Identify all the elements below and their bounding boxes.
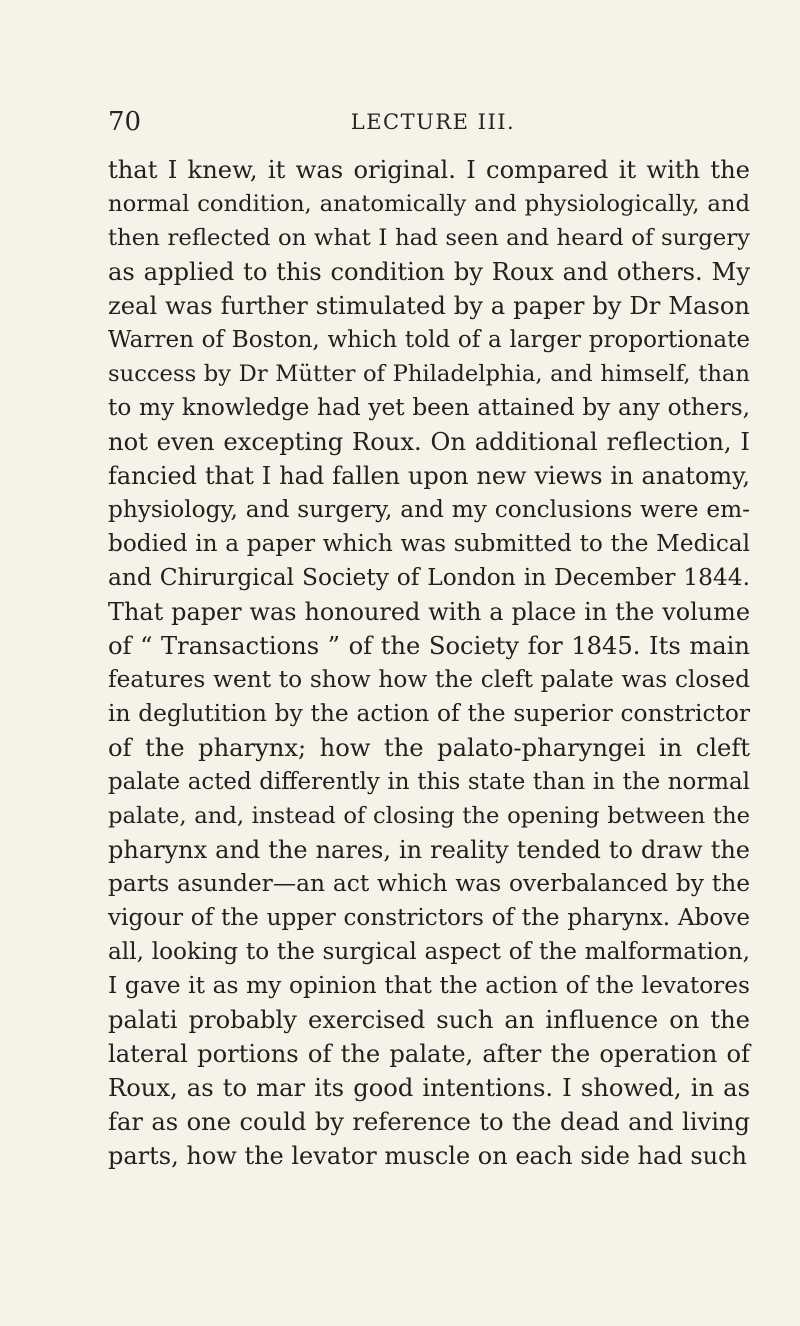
text-line: Warren of Boston, which told of a larger proportionate xyxy=(108,327,750,353)
text-line: I gave it as my opinion that the action of the levatores xyxy=(108,972,750,999)
text-line: palati probably exercised such an influence on the xyxy=(108,1006,750,1034)
text-line: of “ Transactions ” of the Society for 1845. Its main xyxy=(108,632,750,660)
text-line: palate acted differently in this state than in the normal xyxy=(108,769,750,795)
text-line: as applied to this condition by Roux and others. My xyxy=(108,258,750,286)
text-line: far as one could by reference to the dead and living xyxy=(108,1108,750,1136)
text-line: bodied in a paper which was submitted to the Medical xyxy=(108,531,750,557)
body-text xyxy=(108,153,750,1173)
text-line: fancied that I had fallen upon new views in anatomy, xyxy=(108,462,750,490)
text-line: vigour of the upper constrictors of the pharynx. Above xyxy=(108,905,750,931)
text-line: that I knew, it was original. I compared it with the xyxy=(108,156,750,184)
text-line: parts asunder—an act which was overbalanced by the xyxy=(108,870,750,897)
text-line: not even excepting Roux. On additional reflection, I xyxy=(108,428,750,456)
page-header xyxy=(108,102,758,142)
text-line: in deglutition by the action of the superior constrictor xyxy=(108,700,750,727)
text-line: success by Dr Mütter of Philadelphia, and himself, than xyxy=(108,361,750,387)
text-line: normal condition, anatomically and physiologically, and xyxy=(108,191,750,217)
running-head: LECTURE III. xyxy=(350,110,516,134)
text-line: parts, how the levator muscle on each side had such xyxy=(108,1142,747,1170)
text-line: then reflected on what I had seen and heard of surgery xyxy=(108,225,750,251)
text-line: features went to show how the cleft palate was closed xyxy=(108,666,750,693)
text-line: all, looking to the surgical aspect of the malformation, xyxy=(108,939,750,965)
page-number: 70 xyxy=(108,107,142,137)
text-line: to my knowledge had yet been attained by any others, xyxy=(108,394,750,421)
text-line: palate, and, instead of closing the opening between the xyxy=(108,803,750,829)
text-line: zeal was further stimulated by a paper by Dr Mason xyxy=(108,292,750,320)
text-line: physiology, and surgery, and my conclusions were em- xyxy=(108,496,750,523)
text-line: lateral portions of the palate, after the operation of xyxy=(108,1040,750,1068)
text-line: That paper was honoured with a place in the volume xyxy=(108,598,750,626)
text-line: pharynx and the nares, in reality tended to draw the xyxy=(108,836,750,864)
text-line: of the pharynx; how the palato-pharyngei in cleft xyxy=(108,734,750,762)
text-line: and Chirurgical Society of London in December 1844. xyxy=(108,564,750,591)
text-line: Roux, as to mar its good intentions. I showed, in as xyxy=(108,1074,750,1102)
